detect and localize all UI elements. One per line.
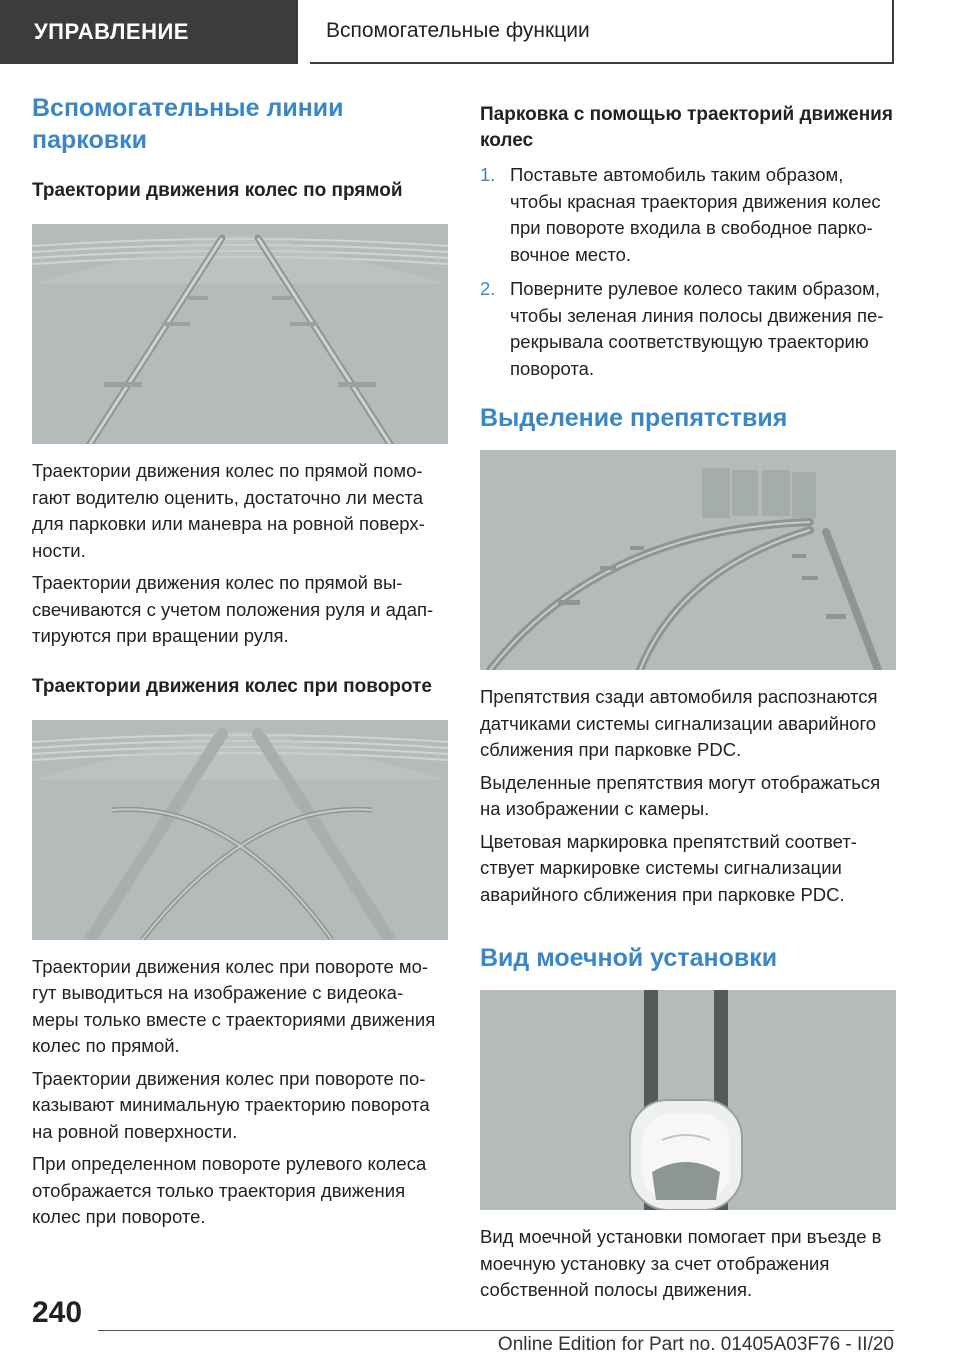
heading-straight-trajectories: Траектории движения колес по прямой xyxy=(32,180,403,201)
paragraph-car-wash: Вид моечной установки помогает при въезде в моечную установку за счет отображения собственной полосы движения. xyxy=(480,1226,882,1300)
heading-obstacles: Выделение препятствия xyxy=(480,404,788,432)
steps-list xyxy=(480,162,896,382)
section-header: УПРАВЛЕНИЕ xyxy=(0,0,298,64)
chapter-header: Вспомогательные функции xyxy=(310,0,894,64)
paragraph-straight-2: Траектории движения колес по прямой вы-свечиваются с учетом положения руля и адап-тируются при вращении руля. xyxy=(32,572,434,646)
step-text: Поставьте автомобиль таким образом, чтобы красная траектория движения колес при повороте входила в свободное парко-вочное место. xyxy=(510,164,881,265)
paragraph-straight-1: Траектории движения колес по прямой помо-гают водителю оценить, достаточно ли места для парковки или маневра на ровной поверх-ности. xyxy=(32,460,425,561)
paragraph-turn-2: Траектории движения колес при повороте по-казывают минимальную траекторию поворота на ровной поверхности. xyxy=(32,1067,430,1142)
step-number: 1. xyxy=(480,164,496,185)
figure-obstacles xyxy=(480,450,896,670)
figure-car-wash xyxy=(480,990,896,1210)
footer-edition: Online Edition for Part no. 01405A03F76 - II/20 xyxy=(497,1334,894,1355)
page-number: 240 xyxy=(32,1296,83,1329)
left-column xyxy=(32,92,448,1231)
heading-parking-trajectories: Парковка с помощью траекторий движения колес xyxy=(480,104,893,151)
figure-turn-lines xyxy=(32,720,448,940)
paragraph-obstacles-1: Препятствия сзади автомобиля распознаются датчиками системы сигнализации аварийного сближения при парковке PDC. xyxy=(480,686,878,760)
footer-divider xyxy=(98,1330,894,1331)
step-number: 2. xyxy=(480,278,496,299)
right-column xyxy=(480,92,896,1304)
figure-straight-lines xyxy=(32,224,448,444)
heading-turn-trajectories: Траектории движения колес при повороте xyxy=(32,675,432,697)
heading-parking-lines: Вспомогательные линии парковки xyxy=(32,94,344,154)
paragraph-turn-1: Траектории движения колес при повороте мо-гут выводиться на изображение с видеока-меры только вместе с траекториями движения колес по прямой. xyxy=(32,955,436,1056)
step-text: Поверните рулевое колесо таким образом, чтобы зеленая линия полосы движения пе-рекрывала соответствующую траекторию поворота. xyxy=(510,278,884,379)
step-item xyxy=(480,162,896,268)
paragraph-turn-3: При определенном повороте рулевого колеса отображается только траектория движения колес при повороте. xyxy=(32,1153,427,1227)
step-item xyxy=(480,276,896,382)
paragraph-obstacles-3: Цветовая маркировка препятствий соответ-ствует маркировке системы сигнализации аварийного сближения при парковке PDC. xyxy=(480,830,857,905)
heading-car-wash: Вид моечной установки xyxy=(480,944,778,972)
paragraph-obstacles-2: Выделенные препятствия могут отображаться на изображении с камеры. xyxy=(480,771,881,819)
